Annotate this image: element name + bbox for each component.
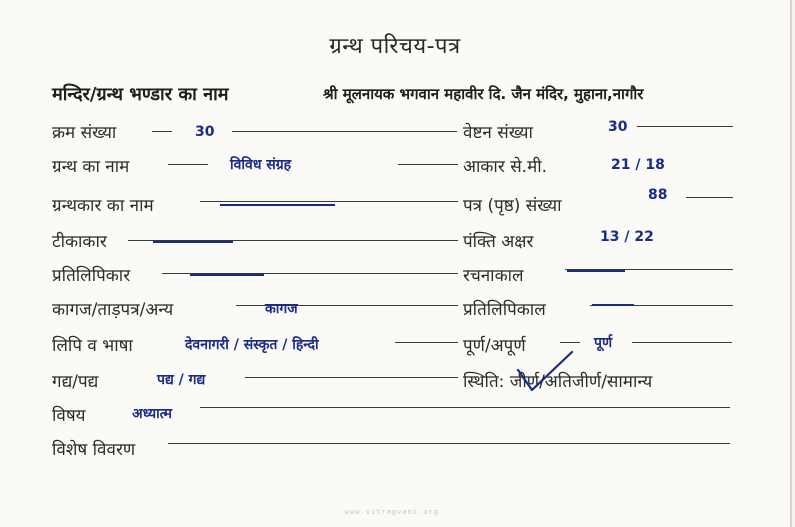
blank-dash [567, 270, 625, 272]
special-details-label: विशेष विवरण [52, 440, 136, 460]
form-line [152, 131, 172, 132]
form-line [245, 377, 458, 378]
size-cm-value: 21 / 18 [611, 157, 665, 173]
book-name-label: ग्रन्थ का नाम [52, 157, 130, 177]
form-line [560, 342, 580, 343]
subject-label: विषय [52, 406, 86, 426]
prose-poetry-label: गद्य/पद्य [52, 372, 99, 392]
script-language-value: देवनागरी / संस्कृत / हिन्दी [185, 337, 319, 353]
form-line [168, 443, 730, 444]
serial-number-value: 30 [195, 124, 215, 140]
page-count-value: 88 [648, 187, 668, 203]
blank-dash [190, 274, 264, 276]
form-line [232, 131, 457, 132]
bundle-number-value: 30 [608, 119, 628, 135]
complete-incomplete-value: पूर्ण [594, 335, 613, 351]
check-mark-icon [510, 348, 580, 398]
form-line [168, 164, 208, 165]
blank-dash [153, 241, 233, 243]
serial-number-label: क्रम संख्या [52, 123, 117, 143]
book-name-value: विविध संग्रह [230, 157, 292, 173]
commentator-label: टीकाकार [52, 232, 107, 252]
copyist-label: प्रतिलिपिकार [52, 266, 131, 286]
form-line [200, 407, 730, 408]
size-cm-label: आकार से.मी. [463, 157, 548, 177]
library-label: मन्दिर/ग्रन्थ भण्डार का नाम [52, 84, 229, 105]
material-label: कागज/ताड़पत्र/अन्य [52, 300, 174, 320]
form-line [632, 342, 732, 343]
library-value: श्री मूलनायक भगवान महावीर दि. जैन मंदिर, मुहाना,नागौर [323, 85, 644, 103]
material-value: कागज [265, 301, 298, 317]
composition-period-label: रचनाकाल [463, 266, 524, 286]
script-language-label: लिपि व भाषा [52, 336, 133, 356]
subject-value: अध्यात्म [132, 406, 173, 422]
form-line [200, 201, 458, 202]
form-title: ग्रन्थ परिचय-पत्र [329, 34, 461, 59]
line-letters-label: पंक्ति अक्षर [463, 232, 534, 252]
copy-period-label: प्रतिलिपिकाल [463, 300, 546, 320]
bundle-number-label: वेष्टन संख्या [463, 123, 533, 143]
form-line [398, 164, 458, 165]
watermark: www.vitragvani.org [345, 508, 439, 516]
blank-dash [592, 304, 634, 306]
page-count-label: पत्र (पृष्ठ) संख्या [463, 196, 562, 216]
prose-poetry-value: पद्य / गद्य [157, 372, 206, 388]
form-line [395, 342, 458, 343]
form-line [637, 126, 733, 127]
complete-incomplete-label: पूर्ण/अपूर्ण [463, 336, 526, 356]
author-name-label: ग्रन्थकार का नाम [52, 196, 154, 216]
condition-label: स्थिति: जीर्ण/अतिजीर्ण/सामान्य [463, 372, 653, 392]
blank-dash [220, 204, 335, 206]
form-line [686, 197, 733, 198]
line-letters-value: 13 / 22 [600, 229, 654, 245]
